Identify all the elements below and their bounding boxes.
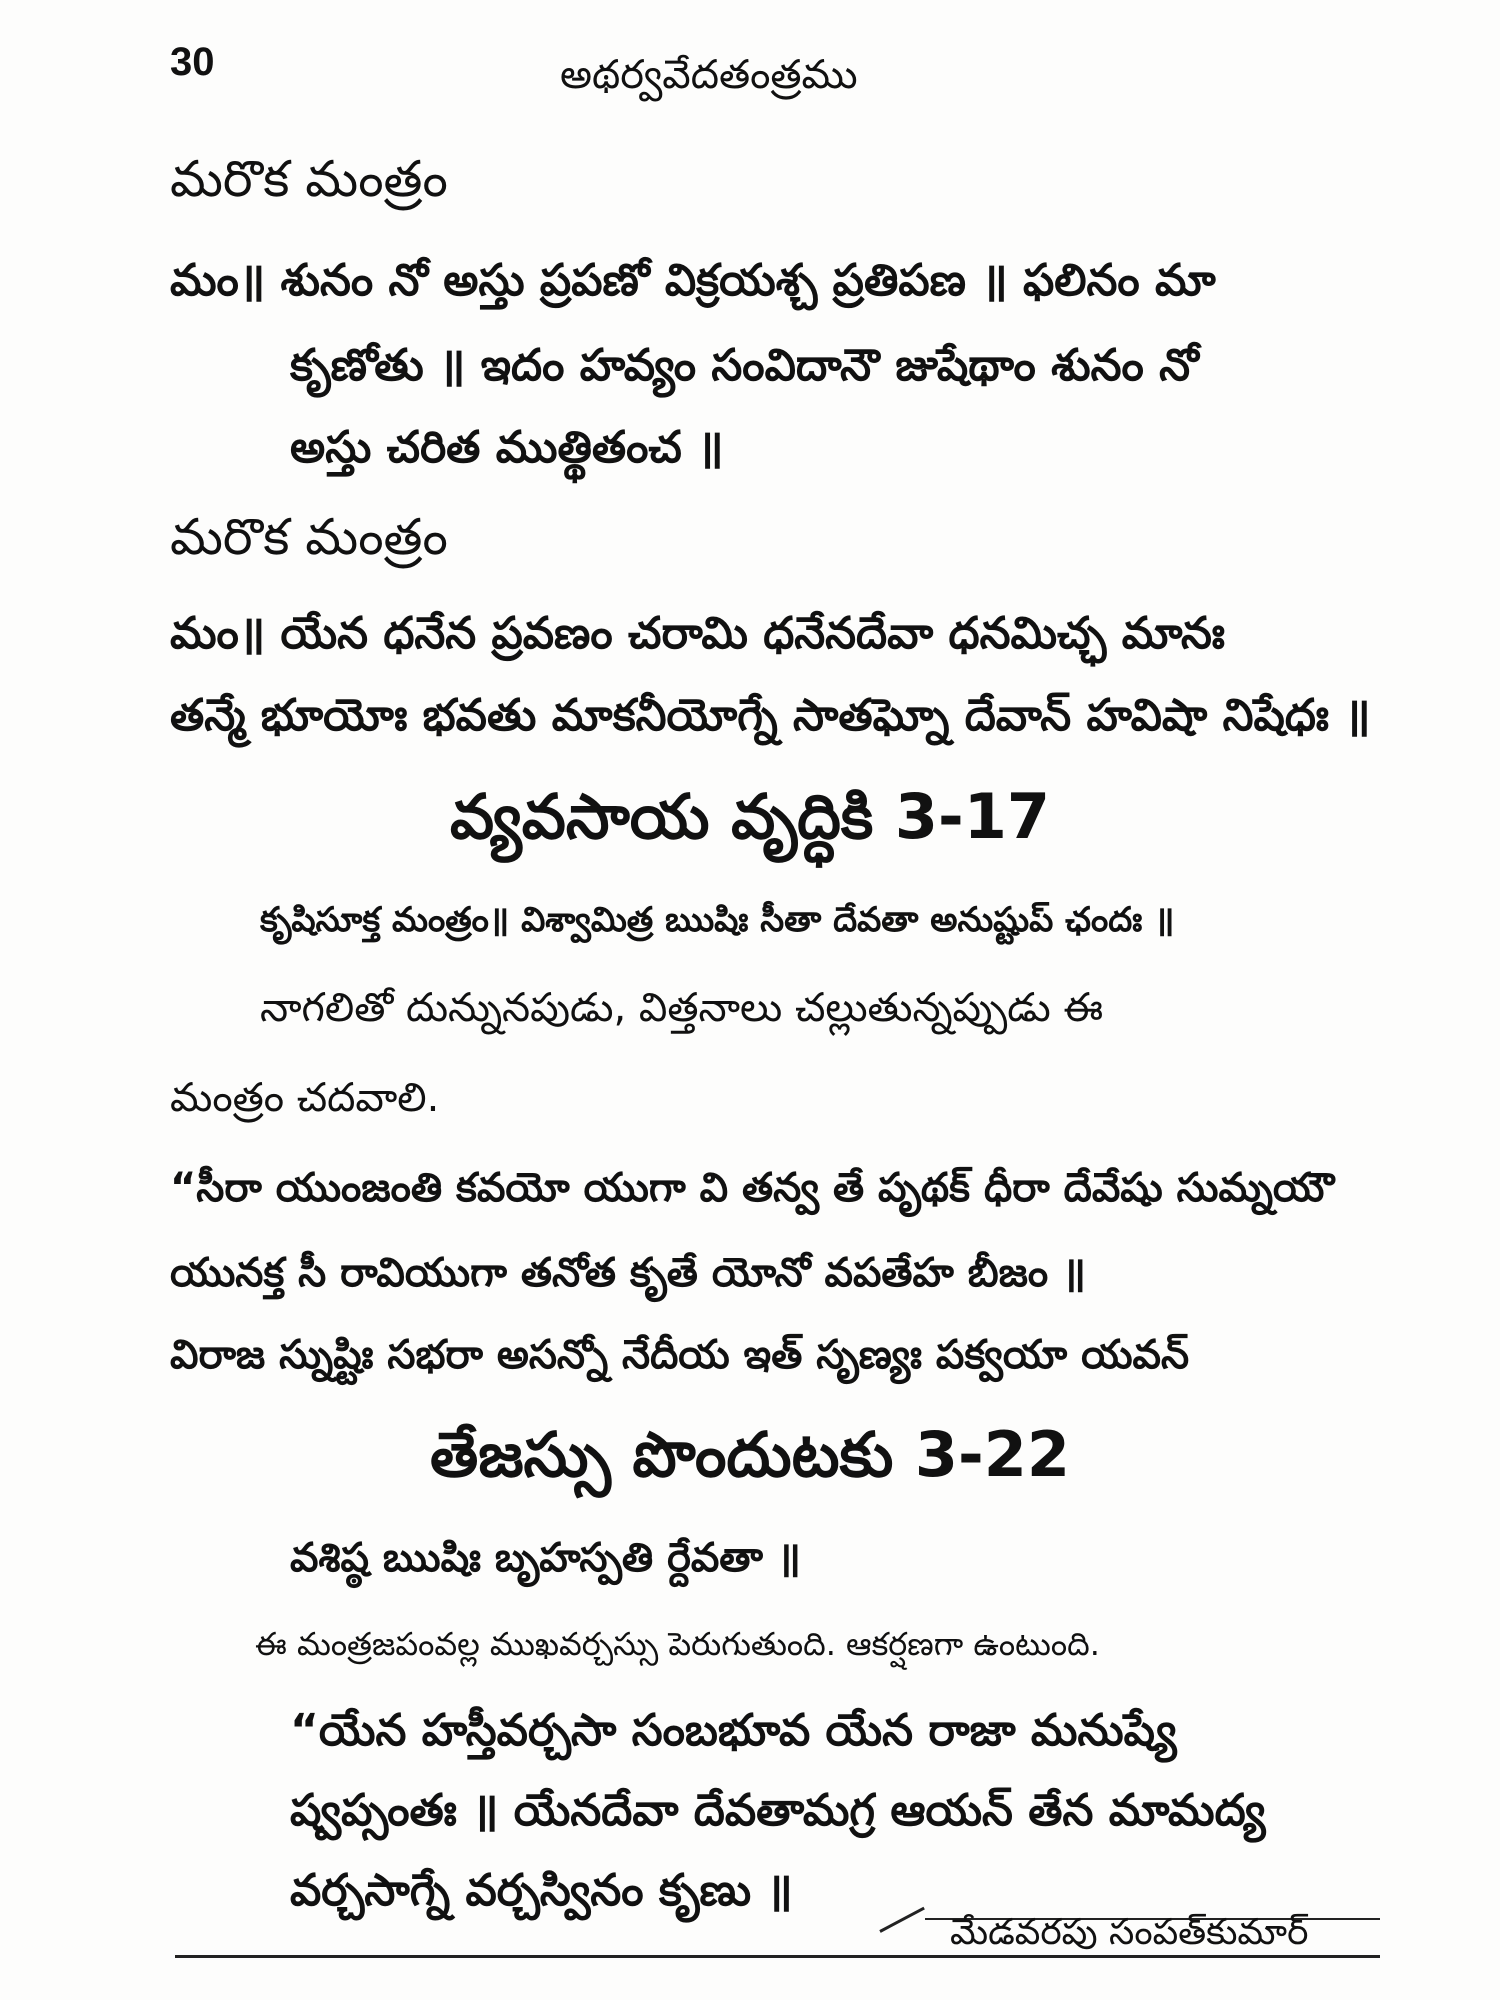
section-intro: వశిష్ఠ ఋషిః బృహస్పతి ర్దేవతా ॥ [290,1535,801,1581]
footer-slant-line [879,1907,925,1933]
mantra-line: అస్తు చరిత ముత్థితంచ ॥ [290,422,724,473]
page-number: 30 [170,40,215,84]
section-heading-radiance: తేజస్సు పొందుటకు 3-22 [429,1418,1071,1491]
mantra-line: ష్వప్సంతః ॥ యేనదేవా దేవతామగ్ర ఆయన్ తేన మామద్య [290,1785,1266,1836]
mantra-line: తన్మే భూయోః భవతు మాకనీయోగ్నే సాతఘ్నో దేవాన్ హవిషా నిషేధః ॥ [170,690,1371,741]
section-heading-agriculture: వ్యవసాయ వృద్ధికి 3-17 [449,780,1051,853]
note-line: మంత్రం చదవాలి. [170,1075,440,1121]
footer-author: మేడవరపు సంపత్‌కుమార్ [950,1912,1309,1953]
mantra-line: మం॥ యేన ధనేన ప్రవణం చరామి ధనేనదేవా ధనమిచ్ఛ మానః [170,608,1225,659]
note-line: నాగలితో దున్నునపుడు, విత్తనాలు చల్లుతున్నప్పుడు ఈ [260,985,1104,1031]
mantra-line: వర్చసాగ్నే వర్చస్వినం కృణు ॥ [290,1865,793,1916]
running-title: అథర్వవేదతంత్రము [560,52,858,98]
mantra-line: యునక్త సీ రావియుగా తనోత కృతే యోనో వపతేహ బీజం ॥ [170,1250,1087,1296]
subheading-another-mantra-2: మరొక మంత్రం [170,508,448,566]
mantra-line: విరాజ స్నుష్టిః సభరా అసన్నో నేదీయ ఇత్ సృణ్యః పక్వయా యవన్ [170,1332,1190,1378]
mantra-line: కృణోతు ॥ ఇదం హవ్యం సంవిదానౌ జుషేథాం శునం నో [290,340,1199,391]
subheading-another-mantra-1: మరొక మంత్రం [170,150,448,208]
section-intro: కృషిసూక్త మంత్రం॥ విశ్వామిత్ర ఋషిః సీతా దేవతా అనుష్టుప్ ఛందః ॥ [260,900,1175,940]
mantra-line: “యేన హస్తీవర్చసా సంబభూవ యేన రాజా మనుష్యే [290,1705,1177,1756]
mantra-line: “సీరా యుంజంతి కవయో యుగా వి తన్వ తే పృథక్ ధీరా దేవేషు సుమ్నయౌ [170,1165,1335,1211]
mantra-line: మం॥ శునం నో అస్తు ప్రపణో విక్రయశ్చ ప్రతిపణ ॥ ఫలినం మా [170,255,1216,306]
note-line: ఈ మంత్రజపంవల్ల ముఖవర్చస్సు పెరుగుతుంది. ఆకర్షణగా ఉంటుంది. [255,1625,1100,1663]
